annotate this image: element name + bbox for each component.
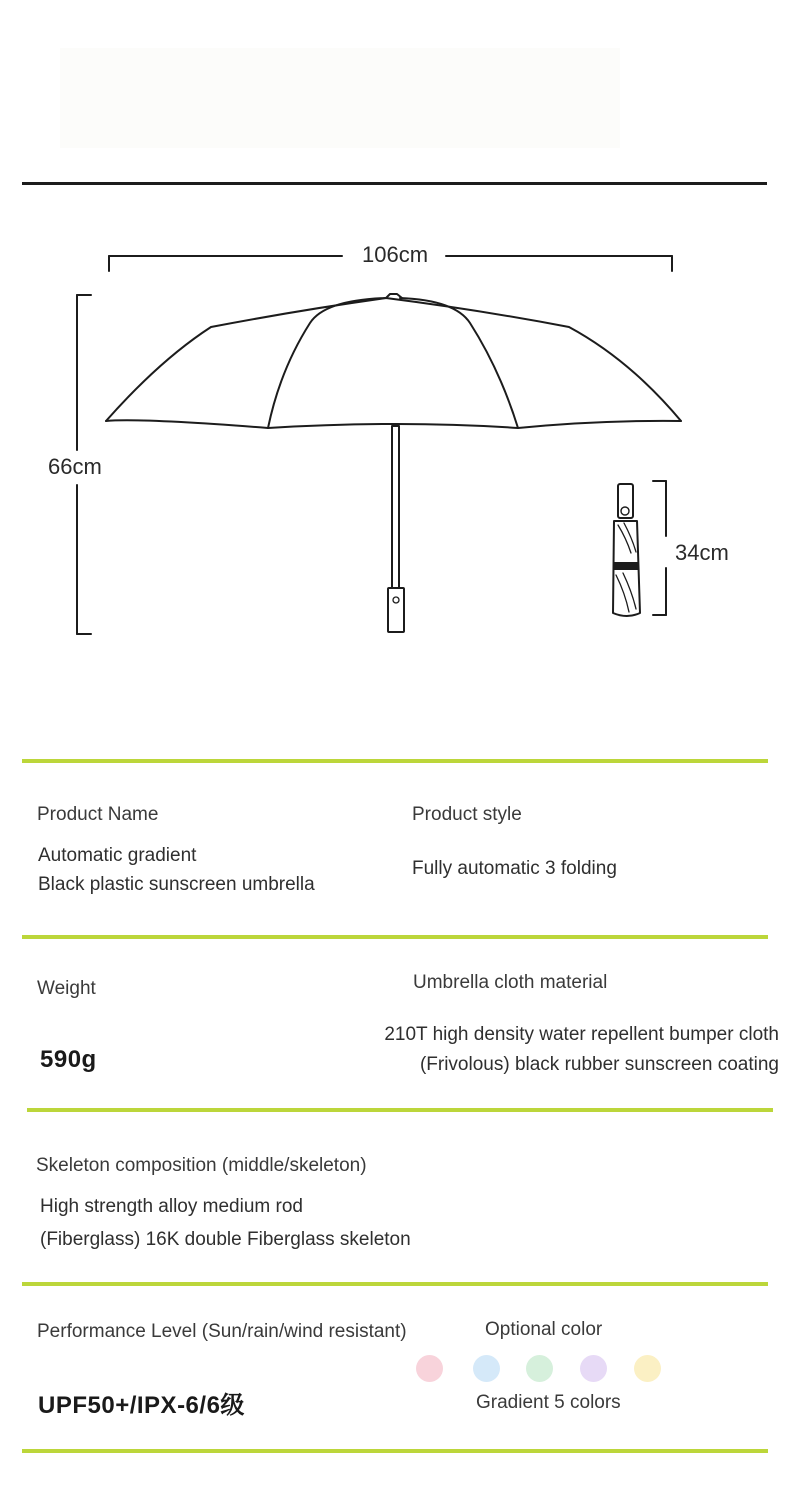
- color-swatch-blue[interactable]: [473, 1355, 500, 1382]
- skeleton-label: Skeleton composition (middle/skeleton): [36, 1155, 367, 1176]
- product-style-value: Fully automatic 3 folding: [412, 858, 617, 879]
- optional-color-label: Optional color: [485, 1319, 603, 1340]
- product-name-label: Product Name: [37, 804, 159, 825]
- skeleton-line1: High strength alloy medium rod: [40, 1196, 303, 1217]
- folded-umbrella: [613, 484, 640, 616]
- product-name-line1: Automatic gradient: [38, 845, 197, 866]
- weight-value: 590g: [40, 1046, 97, 1073]
- umbrella-canopy: [106, 294, 681, 428]
- product-style-label: Product style: [412, 804, 522, 825]
- umbrella-shaft: [388, 426, 404, 632]
- performance-label: Performance Level (Sun/rain/wind resistant): [37, 1321, 407, 1342]
- performance-value: UPF50+/IPX-6/6级: [38, 1392, 245, 1419]
- divider-2: [22, 935, 768, 939]
- divider-3: [27, 1108, 773, 1112]
- color-swatch-purple[interactable]: [580, 1355, 607, 1382]
- divider-4: [22, 1282, 768, 1286]
- divider-5: [22, 1449, 768, 1453]
- folded-dimension-line: [653, 481, 666, 615]
- color-swatch-pink[interactable]: [416, 1355, 443, 1382]
- divider-1: [22, 759, 768, 763]
- product-name-line2: Black plastic sunscreen umbrella: [38, 874, 315, 895]
- color-swatch-green[interactable]: [526, 1355, 553, 1382]
- color-swatch-yellow[interactable]: [634, 1355, 661, 1382]
- weight-label: Weight: [37, 978, 96, 999]
- optional-color-caption: Gradient 5 colors: [476, 1392, 621, 1413]
- skeleton-line2: (Fiberglass) 16K double Fiberglass skeleton: [40, 1229, 411, 1250]
- width-dimension-label: 106cm: [362, 242, 429, 267]
- cloth-material-label: Umbrella cloth material: [413, 972, 608, 993]
- height-dimension-label: 66cm: [48, 454, 102, 479]
- cloth-material-line1: 210T high density water repellent bumper cloth: [384, 1024, 779, 1045]
- folded-dimension-label: 34cm: [675, 540, 729, 565]
- cloth-material-line2: (Frivolous) black rubber sunscreen coating: [419, 1054, 779, 1075]
